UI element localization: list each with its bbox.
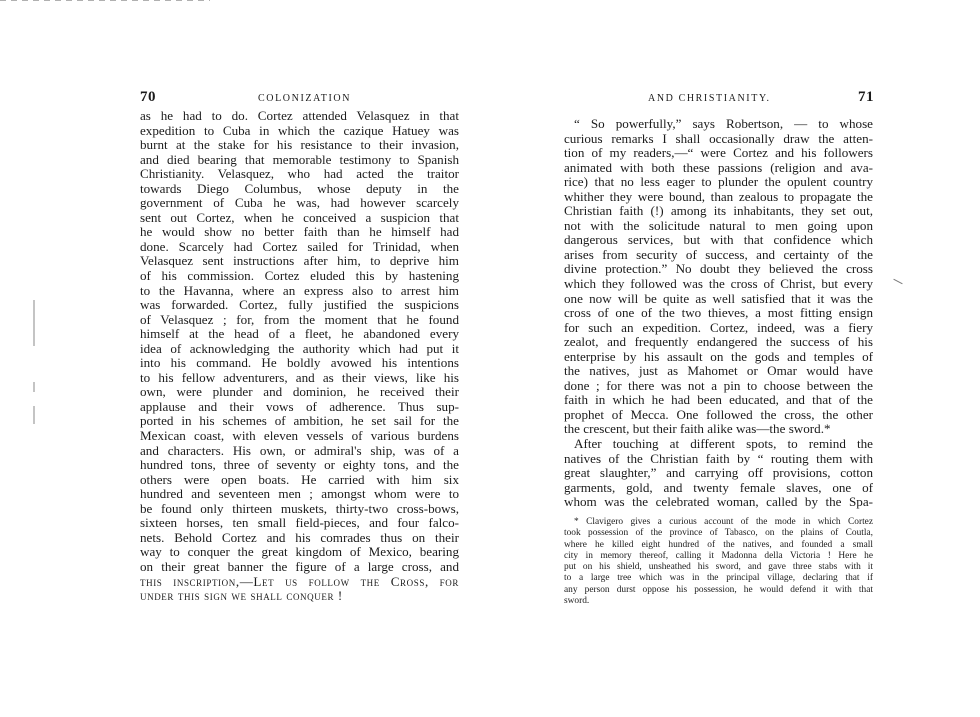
right-page-number: 71	[858, 89, 874, 105]
text-line: curious remarks I shall occasionally draw the atten-	[564, 131, 873, 146]
text-line: faith in which he had been educated, and that of the	[564, 393, 873, 408]
text-line: which they followed was the cross of Christ, but every	[564, 277, 873, 292]
text-line: dangerous services, but with that confidence which	[564, 233, 873, 248]
text-line: idea of acknowledging the authority which had put it	[140, 341, 459, 356]
text-line: sixteen horses, ten small field-pieces, and four falco-	[140, 516, 459, 531]
text-line: whom was the celebrated woman, called by the Spa-	[564, 495, 873, 510]
text-line-inscription: this inscription,—Let us follow the Cross, for	[140, 574, 459, 589]
text-line: into his command. He boldly avowed his intentions	[140, 356, 459, 371]
text-line: one now will be quite as well satisfied that it was the	[564, 291, 873, 306]
text-line: cross of one of the two thieves, a most fitting ensign	[564, 306, 873, 321]
text-line: others were open boats. He carried with him six	[140, 472, 459, 487]
text-line: natives of the Christian faith by “ routing them with	[564, 451, 873, 466]
text-line: to his fellow adventurers, and as their views, like his	[140, 370, 459, 385]
text-line: own, were plunder and dominion, he received their	[140, 385, 459, 400]
footnote-line: sword.	[564, 595, 590, 606]
text-line: done ; for there was not a pin to choose between the	[564, 378, 873, 393]
text-line: nets. Behold Cortez and his comrades thus on their	[140, 530, 459, 545]
text-line: burnt at the stake for his resistance to their invasion,	[140, 138, 459, 153]
right-body-text	[564, 117, 873, 510]
text-line: garments, gold, and twenty female slaves, one of	[564, 480, 873, 495]
footnote-line: any person durst oppose his possession, he would defend it with that	[564, 584, 873, 595]
text-line: “ So powerfully,” says Robertson, — to whose	[574, 117, 873, 131]
footnote-line: put on his shield, unsheathed his sword, and gave three stabs with it	[564, 562, 873, 572]
footnote-line: * Clavigero gives a curious account of the mode in which Cortez	[574, 517, 873, 527]
text-line: Christian faith (!) among its inhabitants, they set out,	[564, 204, 873, 219]
footnote	[564, 517, 873, 607]
text-line: whither they were bound, than zealous to propagate the	[564, 189, 873, 204]
right-running-head: AND CHRISTIANITY.	[648, 93, 771, 104]
left-page-number: 70	[140, 89, 156, 105]
text-line: hundred tons, three of seventy or eighty tons, and the	[140, 458, 459, 473]
text-line: way to conquer the great kingdom of Mexico, bearing	[140, 545, 459, 560]
text-line: for such an expedition. Cortez, indeed, was a fiery	[564, 320, 873, 335]
left-running-head: COLONIZATION	[258, 93, 352, 104]
text-line: be found only thirteen muskets, thirty-two cross-bows,	[140, 501, 459, 516]
text-line: animated with both these passions (religion and ava-	[564, 160, 873, 175]
text-line: Mexican coast, with eleven vessels of various burdens	[140, 429, 459, 444]
text-line: divine protection.” No doubt they believed the cross	[564, 262, 873, 277]
text-line: zealot, and frequently endangered the success of his	[564, 335, 873, 350]
text-line: enterprise by his assault on the gods and temples of	[564, 349, 873, 364]
text-line: not with the solicitude natural to men going upon	[564, 218, 873, 233]
text-line: sent out Cortez, when he conceived a suspicion that	[140, 210, 459, 225]
text-line: government of Cuba he was, had however scarcely	[140, 196, 459, 211]
text-line: rice) that no less eager to plunder the opulent country	[564, 175, 873, 190]
text-line: Velasquez sent instructions after him, to deprive him	[140, 254, 459, 269]
footnote-line: city in memory thereof, calling it Madonna della Victoria ! Here he	[564, 550, 873, 561]
text-line: of Velasquez ; for, from the moment that he found	[140, 312, 459, 327]
text-line: and died bearing that memorable testimony to Spanish	[140, 152, 459, 167]
footnote-line: where he killed eight hundred of the natives, and founded a small	[564, 539, 873, 550]
footnote-line: to a large tree which was in the principal village, declaring that if	[564, 573, 873, 584]
text-line-inscription: under this sign we shall conquer !	[140, 589, 343, 604]
text-line: the crescent, but their faith alike was—the sword.*	[564, 422, 831, 437]
text-line: himself at the head of a fleet, he abandoned every	[140, 327, 459, 342]
text-line: to the Havanna, where an express also to arrest him	[140, 283, 459, 298]
text-line: on their great banner the figure of a large cross, and	[140, 559, 459, 574]
text-line: tion of my readers,—“ were Cortez and his followers	[564, 146, 873, 161]
text-line: ported in his schemes of ambition, he set sail for the	[140, 414, 459, 429]
text-line: he would show no better faith than he himself had	[140, 225, 459, 240]
text-line: prophet of Mecca. One followed the cross, the other	[564, 407, 873, 422]
text-line: done. Scarcely had Cortez sailed for Trinidad, when	[140, 239, 459, 254]
text-line: great slaughter,” and carrying off provisions, cotton	[564, 466, 873, 481]
text-line: expedition to Cuba in which the cazique Hatuey was	[140, 123, 459, 138]
text-line: Christianity. Velasquez, who had acted the traitor	[140, 167, 459, 182]
text-line: applause and their vows of adherence. Thus sup-	[140, 399, 459, 414]
text-line: as he had to do. Cortez attended Velasquez in that	[140, 109, 459, 123]
footnote-line: took possession of the province of Tabasco, on the plains of Coutla,	[564, 528, 873, 539]
text-line: and characters. His own, or admiral's ship, was of a	[140, 443, 459, 458]
text-line: was forwarded. Cortez, fully justified the suspicions	[140, 298, 459, 313]
text-line: the natives, just as Mahomet or Omar would have	[564, 364, 873, 379]
left-body-text	[140, 109, 459, 604]
text-line: hundred and seventeen men ; amongst whom were to	[140, 487, 459, 502]
right-page	[490, 0, 980, 717]
text-line: towards Diego Columbus, whose deputy in the	[140, 181, 459, 196]
text-line: After touching at different spots, to remind the	[574, 437, 873, 452]
text-line: of his commission. Cortez eluded this by hastening	[140, 269, 459, 284]
text-line: arises from security of success, and certainty of the	[564, 247, 873, 262]
